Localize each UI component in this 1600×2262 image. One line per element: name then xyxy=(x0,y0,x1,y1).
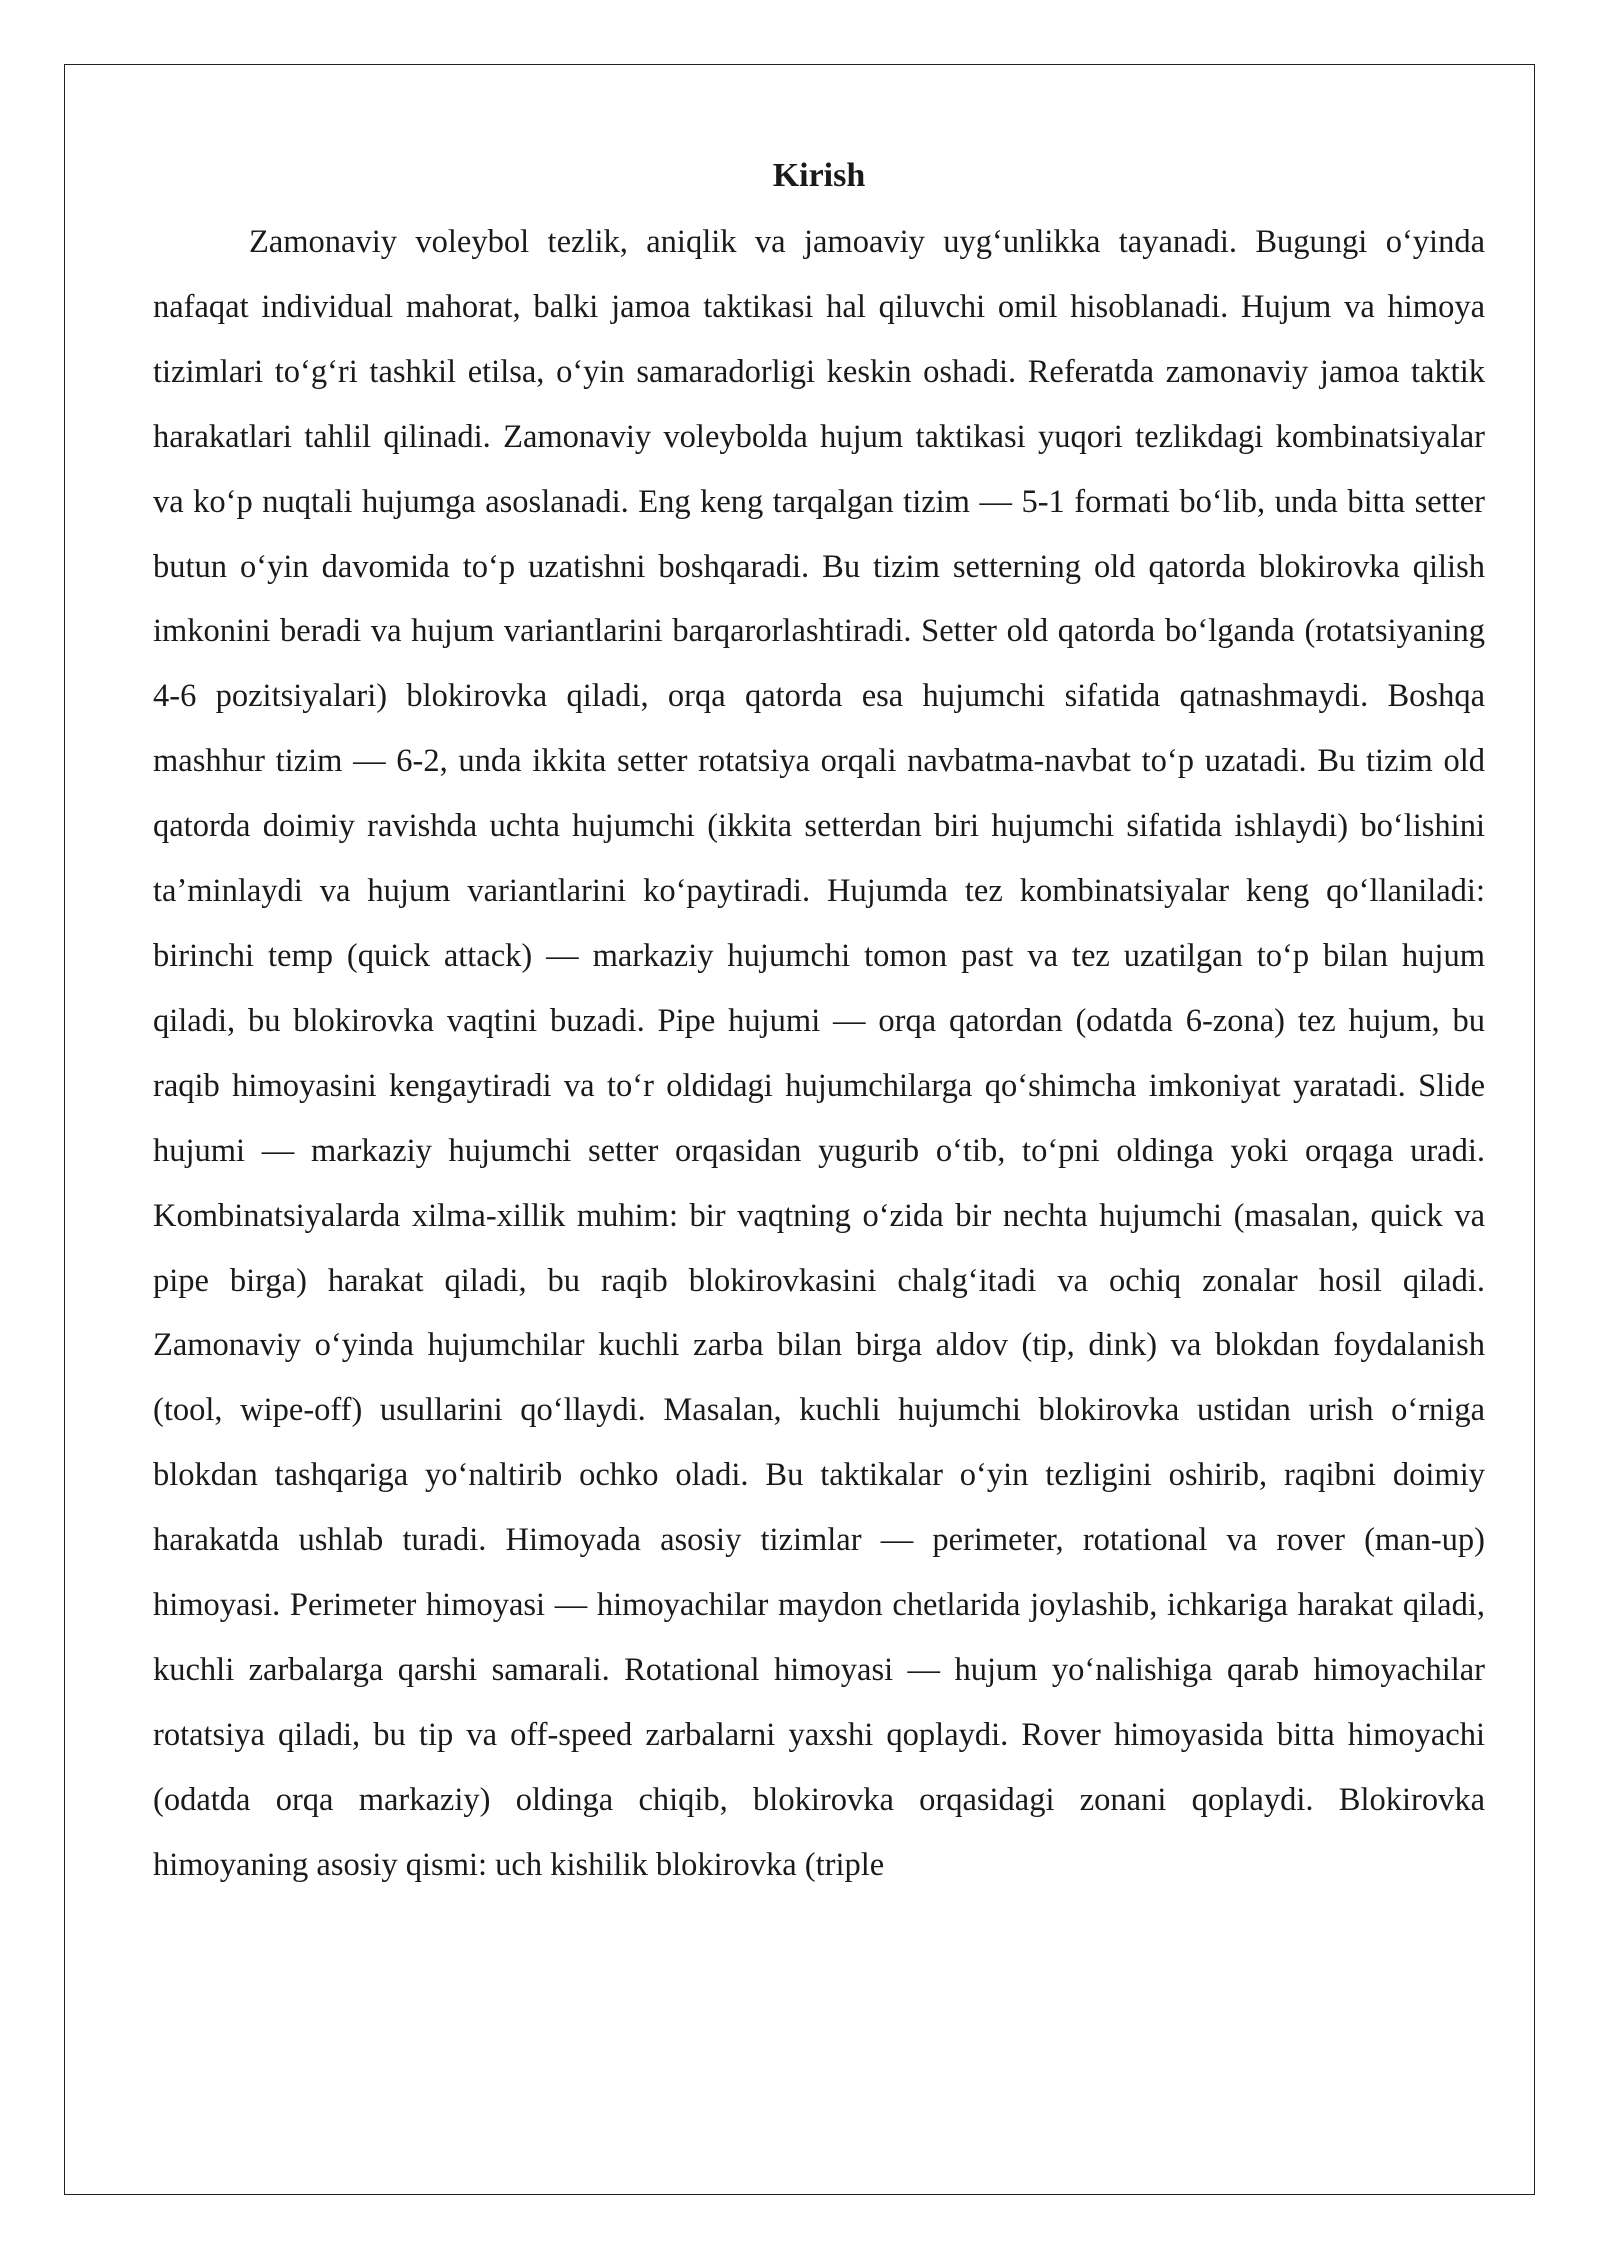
document-content xyxy=(153,150,1485,1898)
body-paragraph: Zamonaviy voleybol tezlik, aniqlik va jamoaviy uygʻunlikka tayanadi. Bugungi oʻyinda nafaqat individual mahorat, balki jamoa taktikasi hal qiluvchi omil hisoblanadi. Hujum va himoya tizimlari toʻgʻri tashkil etilsa, oʻyin samaradorligi keskin oshadi. Referatda zamonaviy jamoa taktik harakatlari tahlil qilinadi. Zamonaviy voleybolda hujum taktikasi yuqori tezlikdagi kombinatsiyalar va koʻp nuqtali hujumga asoslanadi. Eng keng tarqalgan tizim — 5-1 formati boʻlib, unda bitta setter butun oʻyin davomida toʻp uzatishni boshqaradi. Bu tizim setterning old qatorda blokirovka qilish imkonini beradi va hujum variantlarini barqarorlashtiradi. Setter old qatorda boʻlganda (rotatsiyaning 4-6 pozitsiyalari) blokirovka qiladi, orqa qatorda esa hujumchi sifatida qatnashmaydi. Boshqa mashhur tizim — 6-2, unda ikkita setter rotatsiya orqali navbatma-navbat toʻp uzatadi. Bu tizim old qatorda doimiy ravishda uchta hujumchi (ikkita setterdan biri hujumchi sifatida ishlaydi) boʻlishini taʼminlaydi va hujum variantlarini koʻpaytiradi. Hujumda tez kombinatsiyalar keng qoʻllaniladi: birinchi temp (quick attack) — markaziy hujumchi tomon past va tez uzatilgan toʻp bilan hujum qiladi, bu blokirovka vaqtini buzadi. Pipe hujumi — orqa qatordan (odatda 6-zona) tez hujum, bu raqib himoyasini kengaytiradi va toʻr oldidagi hujumchilarga qoʻshimcha imkoniyat yaratadi. Slide hujumi — markaziy hujumchi setter orqasidan yugurib oʻtib, toʻpni oldinga yoki orqaga uradi. Kombinatsiyalarda xilma-xillik muhim: bir vaqtning oʻzida bir nechta hujumchi (masalan, quick va pipe birga) harakat qiladi, bu raqib blokirovkasini chalgʻitadi va ochiq zonalar hosil qiladi. Zamonaviy oʻyinda hujumchilar kuchli zarba bilan birga aldov (tip, dink) va blokdan foydalanish (tool, wipe-off) usullarini qoʻllaydi. Masalan, kuchli hujumchi blokirovka ustidan urish oʻrniga blokdan tashqariga yoʻnaltirib ochko oladi. Bu taktikalar oʻyin tezligini oshirib, raqibni doimiy harakatda ushlab turadi. Himoyada asosiy tizimlar — perimeter, rotational va rover (man-up) himoyasi. Perimeter himoyasi — himoyachilar maydon chetlarida joylashib, ichkariga harakat qiladi, kuchli zarbalarga qarshi samarali. Rotational himoyasi — hujum yoʻnalishiga qarab himoyachilar rotatsiya qiladi, bu tip va off-speed zarbalarni yaxshi qoplaydi. Rover himoyasida bitta himoyachi (odatda orqa markaziy) oldinga chiqib, blokirovka orqasidagi zonani qoplaydi. Blokirovka himoyaning asosiy qismi: uch kishilik blokirovka (triple xyxy=(153,224,1485,1883)
document-title: Kirish xyxy=(772,157,866,194)
